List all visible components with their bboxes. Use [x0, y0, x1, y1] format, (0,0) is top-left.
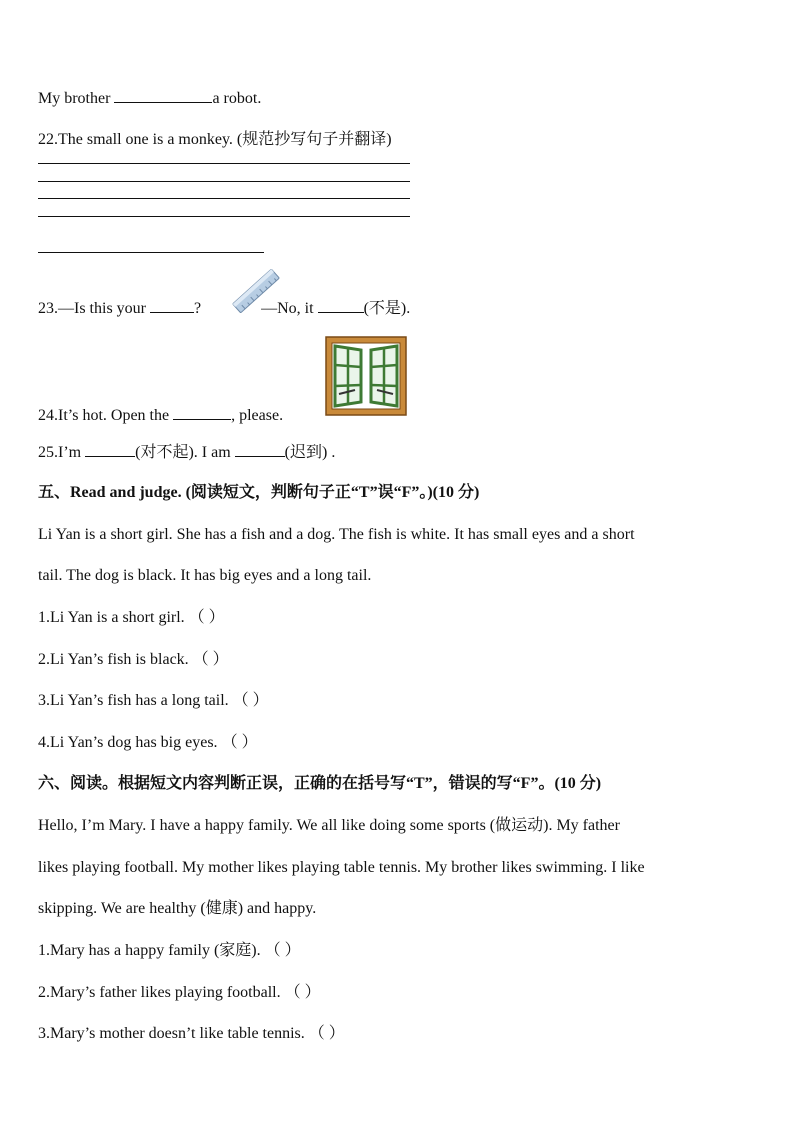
section6-item-1-text: 1.Mary has a happy family (家庭).	[38, 942, 261, 959]
q25-blank-1[interactable]	[85, 442, 135, 457]
section5-passage-line-2: tail. The dog is black. It has big eyes and a long tail.	[38, 567, 372, 584]
section5-item-2-answer[interactable]: （ ）	[192, 651, 229, 668]
section5-passage-line-1: Li Yan is a short girl. She has a fish and a dog. The fish is white. It has small eyes and a short	[38, 526, 635, 543]
q23-text-end: (不是).	[363, 300, 411, 317]
section5-title: 五、Read and judge. (阅读短文，判断句子正“T”误“F”。)(10 分)	[38, 484, 480, 501]
section5-item-1-answer[interactable]: （ ）	[188, 609, 225, 626]
section6-passage-line-3: skipping. We are healthy (健康) and happy.	[38, 900, 317, 917]
q21-text-pre: My brother	[38, 90, 115, 107]
section5-item-3	[38, 691, 269, 711]
q24-line	[38, 405, 283, 426]
q22-writing-line-1[interactable]	[38, 163, 410, 164]
q25-text-pre: 25.I’m	[38, 444, 86, 461]
q24-text-post: , please.	[231, 407, 284, 424]
q23-text-post: —No, it	[261, 300, 318, 317]
section6-passage-line-2: likes playing football. My mother likes playing table tennis. My brother likes swimming. I like	[38, 859, 645, 876]
q22-translation-line[interactable]	[38, 252, 264, 253]
section5-item-3-answer[interactable]: （ ）	[232, 692, 269, 709]
section6-item-3-text: 3.Mary’s mother doesn’t like table tennis.	[38, 1025, 305, 1042]
section6-item-2	[38, 983, 321, 1003]
q23-blank-2[interactable]	[318, 298, 364, 313]
q24-text-pre: 24.It’s hot. Open the	[38, 407, 174, 424]
q24-blank[interactable]	[173, 405, 231, 420]
q21-text-post: a robot.	[212, 90, 262, 107]
q23-text-pre: 23.—Is this your	[38, 300, 150, 317]
section5-item-4	[38, 733, 258, 753]
ruler-icon	[228, 266, 284, 316]
section5-item-1-text: 1.Li Yan is a short girl.	[38, 609, 185, 626]
q23-question-mark: ?	[194, 300, 202, 317]
section5-item-1	[38, 608, 225, 628]
section5-item-3-text: 3.Li Yan’s fish has a long tail.	[38, 692, 229, 709]
section5-item-2	[38, 650, 229, 670]
q21-blank[interactable]	[114, 88, 212, 103]
section6-item-2-answer[interactable]: （ ）	[284, 984, 321, 1001]
q25-text-post: (迟到) .	[284, 444, 336, 461]
window-icon	[325, 336, 407, 416]
q22-prompt: 22.The small one is a monkey. (规范抄写句子并翻译)	[38, 131, 392, 148]
section5-item-4-answer[interactable]: （ ）	[221, 734, 258, 751]
section6-passage-line-1: Hello, I’m Mary. I have a happy family. We all like doing some sports (做运动). My father	[38, 817, 620, 834]
q22-writing-line-4[interactable]	[38, 216, 410, 217]
q22-writing-line-3[interactable]	[38, 198, 410, 199]
section5-item-4-text: 4.Li Yan’s dog has big eyes.	[38, 734, 218, 751]
section6-item-1	[38, 941, 301, 961]
section6-item-3-answer[interactable]: （ ）	[308, 1025, 345, 1042]
q21-line	[38, 88, 261, 109]
q25-blank-2[interactable]	[235, 442, 285, 457]
q25-line	[38, 442, 335, 463]
section6-item-3	[38, 1024, 345, 1044]
section5-item-2-text: 2.Li Yan’s fish is black.	[38, 651, 189, 668]
q23-line	[38, 298, 410, 319]
q25-text-mid: (对不起). I am	[135, 444, 235, 461]
section6-item-2-text: 2.Mary’s father likes playing football.	[38, 984, 281, 1001]
section6-title: 六、阅读。根据短文内容判断正误，正确的在括号写“T”，错误的写“F”。(10 分)	[38, 775, 602, 792]
section6-item-1-answer[interactable]: （ ）	[264, 942, 301, 959]
q23-blank-1[interactable]	[150, 298, 194, 313]
q22-writing-line-2[interactable]	[38, 181, 410, 182]
